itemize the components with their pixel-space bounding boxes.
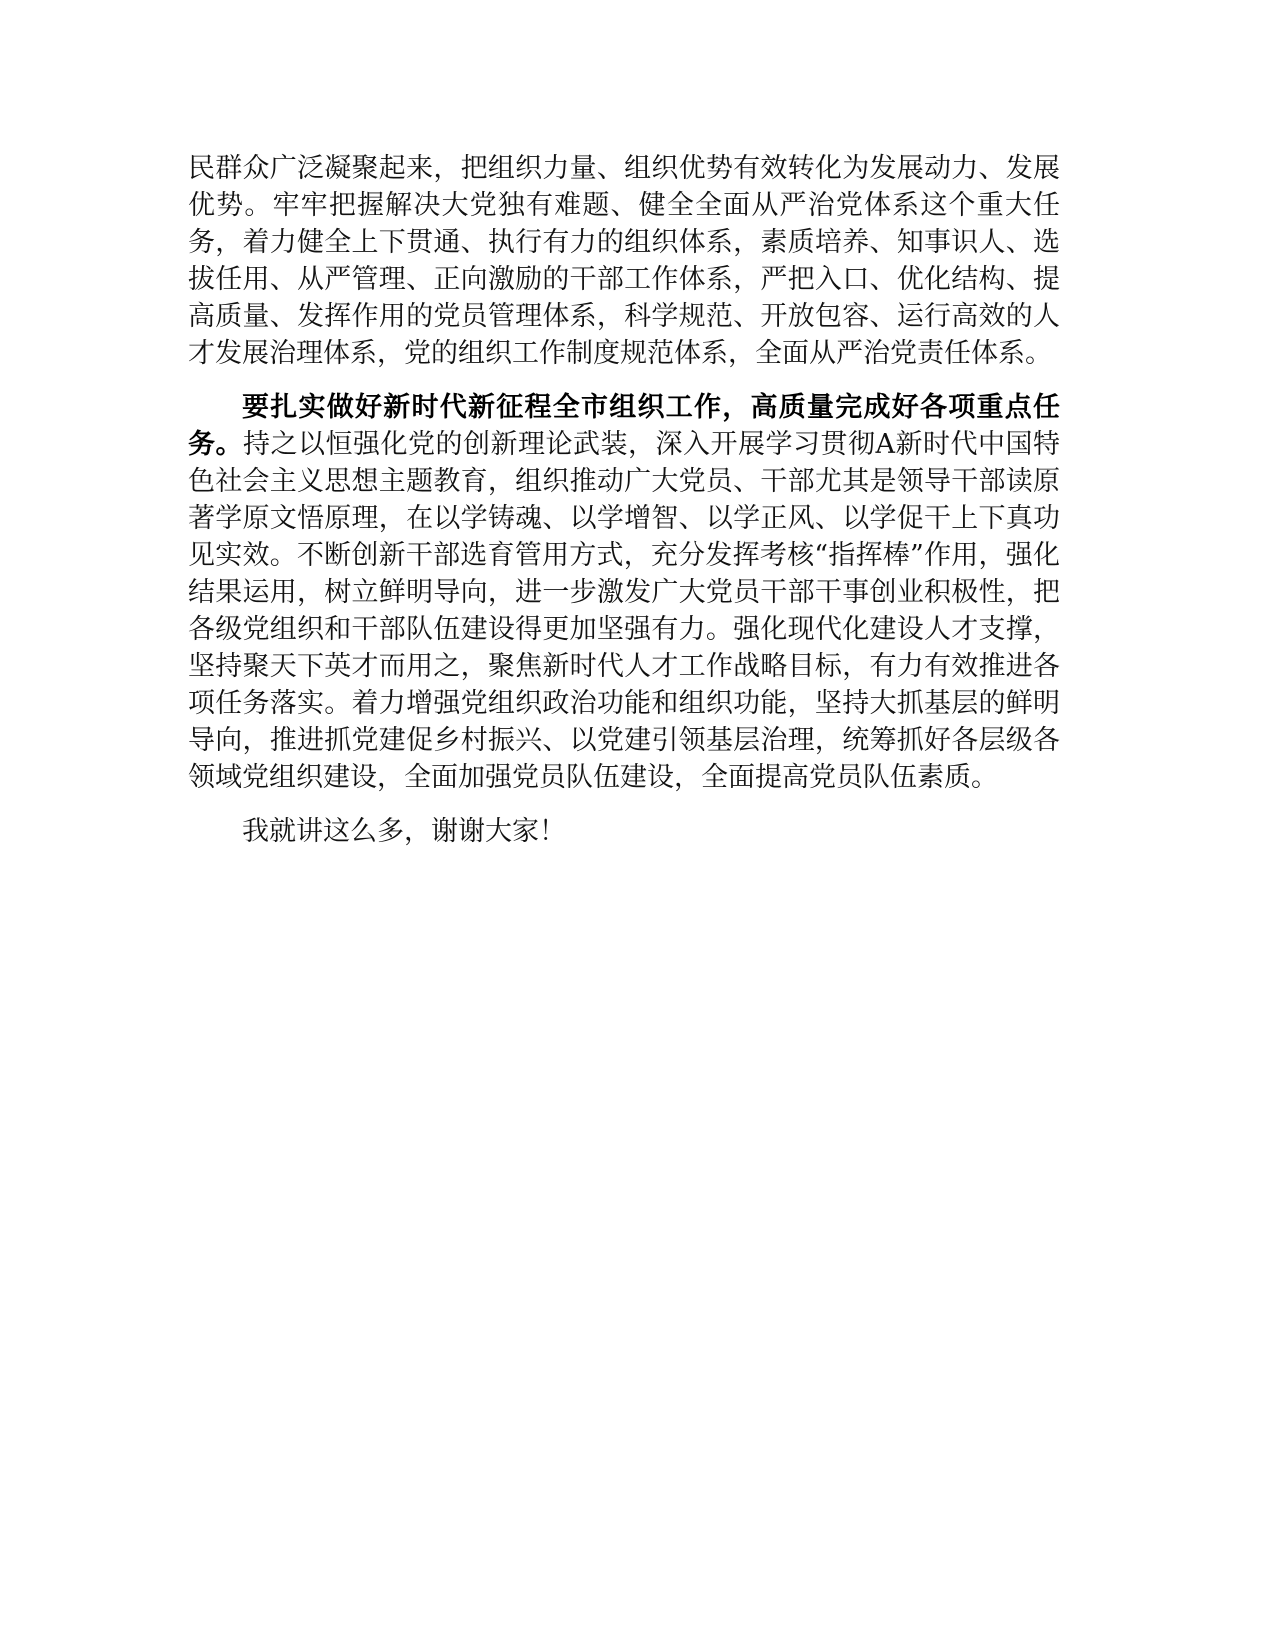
paragraph-lead-sentence: 要扎实做好新时代新征程全市组织工作，高质量完成好各项重点任务。	[188, 392, 1060, 460]
paragraph-key-tasks	[188, 389, 1060, 796]
paragraph-body-text: 持之以恒强化党的创新理论武装，深入开展学习贯彻A新时代中国特色社会主义思想主题教育，组织推动广大党员、干部尤其是领导干部读原著学原文悟原理，在以学铸魂、以学增智、以学正风、以学促干上下真功见实效。不断创新干部选育管用方式，充分发挥考核“指挥棒”作用，强化结果运用，树立鲜明导向，进一步激发广大党员干部干事创业积极性，把各级党组织和干部队伍建设得更加坚强有力。强化现代化建设人才支撑，坚持聚天下英才而用之，聚焦新时代人才工作战略目标，有力有效推进各项任务落实。着力增强党组织政治功能和组织功能，坚持大抓基层的鲜明导向，推进抓党建促乡村振兴、以党建引领基层治理，统筹抓好各层级各领域党组织建设，全面加强党员队伍建设，全面提高党员队伍素质。	[188, 429, 1060, 793]
paragraph-continuation: 民群众广泛凝聚起来，把组织力量、组织优势有效转化为发展动力、发展优势。牢牢把握解决大党独有难题、健全全面从严治党体系这个重大任务，着力健全上下贯通、执行有力的组织体系，素质培养、知事识人、选拔任用、从严管理、正向激励的干部工作体系，严把入口、优化结构、提高质量、发挥作用的党员管理体系，科学规范、开放包容、运行高效的人才发展治理体系，党的组织工作制度规范体系，全面从严治党责任体系。	[188, 153, 1060, 369]
paragraph-closing: 我就讲这么多，谢谢大家！	[242, 816, 566, 847]
document-body	[188, 150, 1060, 850]
